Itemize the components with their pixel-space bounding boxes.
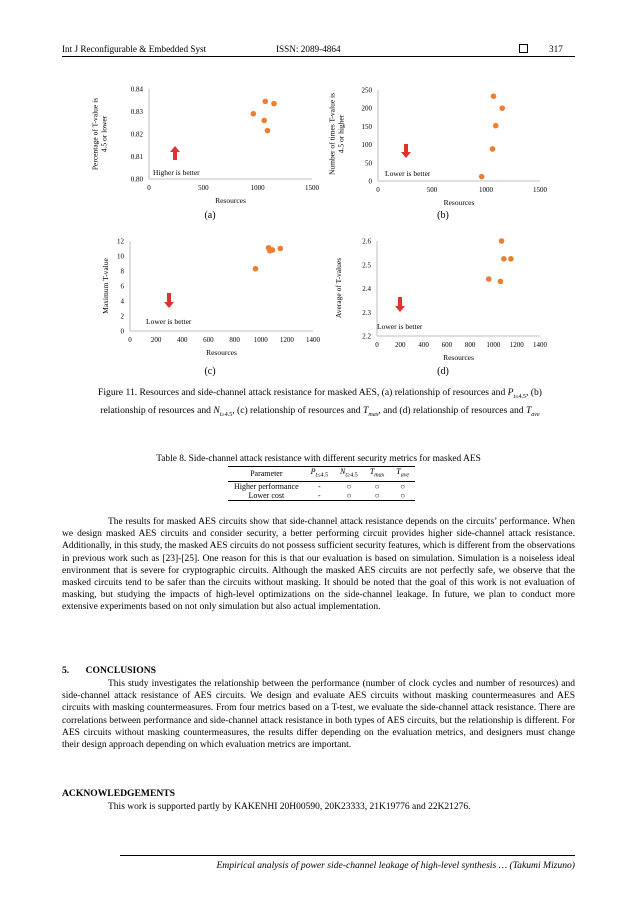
arrow-head-icon <box>170 146 180 152</box>
table-row <box>228 491 415 501</box>
y-tick-label: 12 <box>117 237 124 246</box>
y-tick-label: 2 <box>120 312 124 321</box>
table-caption: Table 8. Side-channel attack resistance with different security metrics for masked AES <box>156 454 481 464</box>
y-tick-label: 0.84 <box>130 85 143 94</box>
data-point <box>261 118 267 124</box>
data-point <box>271 101 277 107</box>
y-tick-label: 2.5 <box>362 261 371 270</box>
y-tick-label: 0.81 <box>130 153 143 161</box>
y-tick-label: 150 <box>361 122 372 131</box>
x-tick-label: 1000 <box>250 184 265 192</box>
x-tick-label: 500 <box>198 184 209 192</box>
table-cell: Lower cost <box>228 491 305 501</box>
x-axis-label: Resources <box>215 196 246 205</box>
journal-name: Int J Reconfigurable & Embedded Syst <box>62 44 207 54</box>
panel-label: (b) <box>437 210 449 221</box>
y-axis-label: 4.5 or higher <box>336 114 346 154</box>
table-cell: ○ <box>334 491 364 501</box>
x-tick-label: 600 <box>203 336 214 344</box>
data-point <box>490 146 496 152</box>
table-cell: Higher performance <box>234 481 299 491</box>
x-tick-label: 1200 <box>279 336 294 344</box>
data-point <box>251 111 257 117</box>
acknowledgements-heading: ACKNOWLEDGEMENTS <box>62 788 176 799</box>
x-tick-label: 500 <box>426 186 438 194</box>
annotation-label: Lower is better <box>385 169 431 178</box>
data-point <box>278 246 284 252</box>
table-body <box>228 481 415 500</box>
table-cell: ○ <box>364 491 390 501</box>
panel-label: (d) <box>437 366 449 377</box>
x-tick-label: 200 <box>395 341 406 349</box>
data-point <box>265 128 271 134</box>
y-tick-label: 4 <box>120 297 124 306</box>
panel-label: (c) <box>204 366 216 377</box>
table-cell: ○ <box>346 481 352 491</box>
table-cell: ○ <box>390 491 415 501</box>
x-axis-label: Resources <box>443 353 474 362</box>
annotation-label: Lower is better <box>146 317 192 326</box>
x-tick-label: 800 <box>464 341 476 349</box>
x-tick-label: 1400 <box>533 341 547 349</box>
y-tick-label: 100 <box>361 141 372 150</box>
y-tick-label: 0.80 <box>130 175 143 184</box>
y-tick-label: 2.3 <box>362 308 371 317</box>
data-point <box>499 105 505 111</box>
x-tick-label: 1500 <box>533 186 547 194</box>
data-point <box>253 266 259 272</box>
table-header-cell: $T_{max}$ <box>364 467 390 482</box>
table-cell: - <box>305 491 334 501</box>
table-header-cell: Parameter <box>228 467 305 482</box>
paragraph-conclusions: This study investigates the relationship between the performance (number of clock cycles and number of resources) and side-channel attack resistance of AES circuits. We design and evaluate AES circuits without masking countermeasures and AES circuits with masking countermeasures. From four metrics based on a T-test, we evaluate the side-channel attack resistance. There are correlations between performance and side-channel attack resistance in both types of AES circuits, but the relationship is different. For AES circuits without masking countermeasures, the results differ depending on the evaluation metrics, and designers must change their design approach depending on which evaluation metrics are important. <box>62 679 575 751</box>
x-tick-label: 800 <box>229 336 240 344</box>
data-point <box>491 93 497 99</box>
y-tick-label: 2.2 <box>362 332 371 341</box>
y-tick-label: 8 <box>120 267 124 276</box>
y-axis-label: Maximum T-value <box>101 258 110 314</box>
paragraph-results: The results for masked AES circuits show that side-channel attack resistance depends on the circuits’ performance. When we design masked AES circuits and consider security, a better performing circuit provides higher side-channel attack resistance. Additionally, in this study, the masked AES circuits do not possess sufficient security features, which is different from the observations in previous work such as [23]-[25]. One reason for this is that our evaluation is based on simulation. Simulation is a noiseless ideal environment that is severe for cryptographic circuits. Although the masked AES circuits are not perfectly safe, we observe that the masked circuits tend to be safer than the circuits without masking. It should be noted that the goal of this work is not evaluation of masking, but studying the impacts of high-level optimizations on the side-channel leakage. In future, we plan to conduct more extensive experiments based on not only simulation but also actual implementation. <box>62 517 575 613</box>
arrow-head-icon <box>164 302 174 308</box>
x-tick-label: 200 <box>150 336 162 344</box>
y-axis-label: Average of T-values <box>334 257 343 319</box>
x-tick-label: 0 <box>128 336 132 344</box>
arrow-down-icon <box>167 293 171 303</box>
data-point <box>262 99 268 105</box>
running-title: Empirical analysis of power side-channel leakage of high-level synthesis … (Takumi Mizuno) <box>216 860 575 871</box>
x-tick-label: 1200 <box>509 341 524 349</box>
annotation-label: Higher is better <box>153 168 200 177</box>
table-header-cell: $T_{ave}$ <box>390 467 415 482</box>
footer-rule <box>120 855 575 856</box>
x-tick-label: 1400 <box>306 336 320 344</box>
arrow-head-icon <box>395 306 405 312</box>
table-header-row <box>228 467 415 482</box>
x-tick-label: 0 <box>147 184 151 192</box>
x-tick-label: 600 <box>441 341 453 349</box>
y-axis-label: Percentage of T-value is <box>90 97 100 171</box>
x-tick-label: 400 <box>177 336 188 344</box>
data-point <box>508 256 514 262</box>
table-8 <box>228 466 415 501</box>
x-tick-label: 1500 <box>305 184 319 192</box>
table-header-cell: $N_{t\ge 4.5}$ <box>334 467 364 482</box>
figure-11 <box>0 0 638 382</box>
panel-label: (a) <box>204 210 216 221</box>
y-tick-label: 2.6 <box>362 237 371 246</box>
x-tick-label: 1000 <box>253 336 268 344</box>
data-point <box>493 123 499 129</box>
x-tick-label: 400 <box>418 341 429 349</box>
y-tick-label: 6 <box>120 282 124 291</box>
x-axis-label: Resources <box>206 348 237 357</box>
y-tick-label: 200 <box>361 104 372 113</box>
figure-caption: Figure 11. Resources and side-channel attack resistance for masked AES, (a) relationship of resources and $P_{t\le 4.5}$, (b) relationship of resources and $N_{t\ge 4.5}$, (c) relationship of resources and $T_{max}$, and (d) relationship of resources and $T_{ave}$ <box>98 387 542 418</box>
y-tick-label: 0 <box>120 327 124 336</box>
y-axis-label: Number of times T-value is <box>327 92 337 176</box>
table-cell: ○ <box>400 481 406 491</box>
page-number: 317 <box>549 44 563 54</box>
arrow-head-icon <box>401 152 411 158</box>
data-point <box>270 247 276 253</box>
x-tick-label: 0 <box>376 186 380 194</box>
data-point <box>499 238 505 244</box>
data-point <box>498 279 504 285</box>
table-cell: ○ <box>374 481 380 491</box>
y-axis-label: 4.5 or lower <box>99 115 109 153</box>
section-5-heading <box>62 665 156 676</box>
issn: ISSN: 2089-4864 <box>276 44 341 54</box>
y-tick-label: 0.83 <box>130 108 143 116</box>
y-tick-label: 250 <box>361 86 372 95</box>
table-row <box>228 481 415 491</box>
y-tick-label: 2.4 <box>362 285 371 293</box>
table-cell: - <box>317 481 321 491</box>
x-axis-label: Resources <box>443 198 475 207</box>
data-point <box>486 276 492 282</box>
y-tick-label: 0 <box>368 177 372 186</box>
annotation-label: Lower is better <box>377 322 423 331</box>
table-header-cell: $P_{t\le 4.5}$ <box>305 467 334 482</box>
section-title: CONCLUSIONS <box>85 665 156 676</box>
data-point <box>479 174 485 180</box>
section-number: 5. <box>62 665 70 676</box>
x-tick-label: 1000 <box>486 341 501 349</box>
arrow-up-icon <box>173 151 177 160</box>
data-point <box>501 256 507 262</box>
arrow-down-icon <box>398 297 402 307</box>
x-tick-label: 0 <box>375 341 379 349</box>
y-tick-label: 50 <box>365 159 372 168</box>
y-tick-label: 10 <box>117 252 124 261</box>
arrow-down-icon <box>404 144 408 153</box>
acknowledgements-text: This work is supported partly by KAKENHI 20H00590, 20K23333, 21K19776 and 22K21276. <box>108 802 471 812</box>
y-tick-label: 0.82 <box>130 130 143 139</box>
x-tick-label: 1000 <box>479 186 493 194</box>
